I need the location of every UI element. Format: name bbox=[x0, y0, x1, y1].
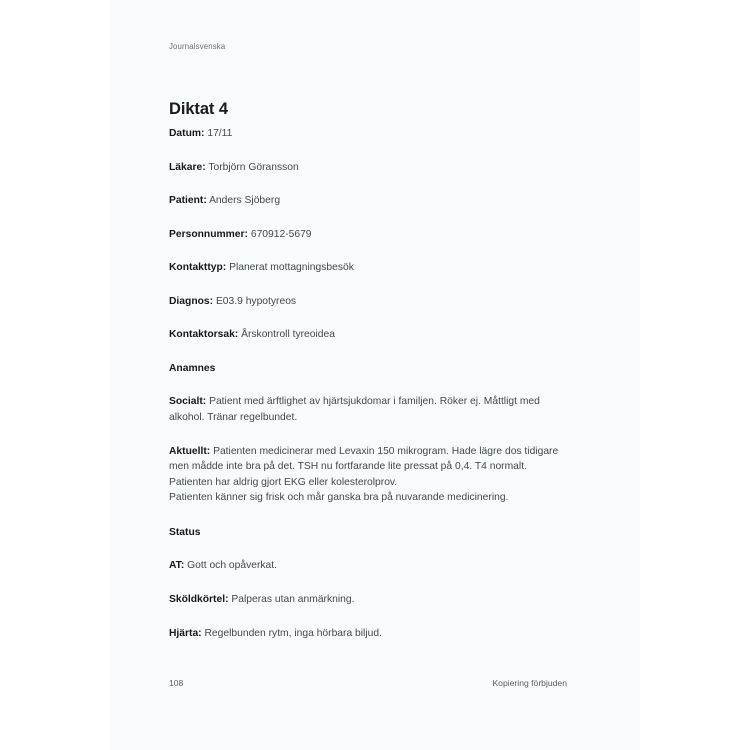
entry-line bbox=[169, 444, 567, 475]
clinical-entry bbox=[169, 592, 567, 608]
entry-line bbox=[169, 475, 567, 491]
entry-label: AT: bbox=[169, 560, 185, 572]
footer-page-number: 108 bbox=[169, 678, 184, 688]
page-footer bbox=[169, 678, 567, 688]
field-label: Diagnos: bbox=[169, 295, 214, 307]
entry-label: Hjärta: bbox=[169, 628, 202, 640]
clinical-entry bbox=[169, 558, 567, 574]
entry-line bbox=[169, 558, 567, 574]
field-label: Personnummer: bbox=[169, 228, 248, 240]
entry-line bbox=[169, 490, 567, 506]
entry-line bbox=[169, 626, 567, 642]
entry-text: Palperas utan anmärkning. bbox=[231, 594, 355, 606]
entry-text: Patienten har aldrig gjort EKG eller kolesterolprov. bbox=[169, 476, 398, 488]
field-value: 17/11 bbox=[207, 128, 233, 139]
running-head: Journalsvenska bbox=[169, 42, 226, 51]
page-title: Diktat 4 bbox=[169, 100, 228, 119]
clinical-entry bbox=[169, 394, 567, 425]
entry-text: Patient med ärftlighet av hjärtsjukdomar i familjen. Röker ej. Måttligt med alkohol. Tränar regelbundet. bbox=[169, 396, 540, 423]
field-label: Datum: bbox=[169, 128, 205, 139]
field-value: Årskontroll tyreoidea bbox=[241, 329, 335, 340]
entry-line bbox=[169, 592, 567, 608]
metadata-field-list bbox=[169, 126, 567, 342]
footer-copyright-notice: Kopiering förbjuden bbox=[492, 678, 567, 688]
metadata-field-row bbox=[169, 160, 567, 175]
metadata-field-row bbox=[169, 126, 567, 141]
field-value: Planerat mottagningsbesök bbox=[229, 262, 354, 273]
metadata-field-row bbox=[169, 294, 567, 309]
field-label: Kontaktorsak: bbox=[169, 329, 239, 340]
field-label: Kontakttyp: bbox=[169, 262, 227, 273]
metadata-field-row bbox=[169, 193, 567, 208]
clinical-sections bbox=[169, 361, 567, 642]
clinical-entry bbox=[169, 626, 567, 642]
field-value: E03.9 hypotyreos bbox=[215, 295, 297, 307]
field-value: Anders Sjöberg bbox=[209, 195, 281, 206]
field-value: Torbjörn Göransson bbox=[208, 161, 299, 173]
field-label: Läkare: bbox=[169, 161, 206, 173]
metadata-field-row bbox=[169, 327, 567, 342]
section-heading: Status bbox=[169, 526, 201, 538]
entry-line bbox=[169, 394, 567, 425]
entry-label: Aktuellt: bbox=[169, 445, 211, 457]
entry-text: Patienten medicinerar med Levaxin 150 mikrogram. Hade lägre dos tidigare men mådde inte bra på det. TSH nu fortfarande lite pressat på 0,4. T4 normalt. bbox=[169, 445, 559, 473]
section-heading: Anamnes bbox=[169, 362, 216, 374]
field-value: 670912-5679 bbox=[250, 228, 312, 240]
entry-label: Socialt: bbox=[169, 396, 207, 407]
document-page bbox=[110, 0, 640, 750]
metadata-field-row bbox=[169, 260, 567, 275]
entry-text: Regelbunden rytm, inga hörbara biljud. bbox=[204, 628, 382, 640]
document-body bbox=[169, 126, 567, 660]
clinical-entry bbox=[169, 444, 567, 506]
field-label: Patient: bbox=[169, 195, 207, 206]
entry-text: Patienten känner sig frisk och mår ganska bra på nuvarande medicinering. bbox=[169, 492, 509, 504]
entry-text: Gott och opåverkat. bbox=[187, 560, 277, 572]
metadata-field-row bbox=[169, 227, 567, 242]
entry-label: Sköldkörtel: bbox=[169, 594, 229, 606]
